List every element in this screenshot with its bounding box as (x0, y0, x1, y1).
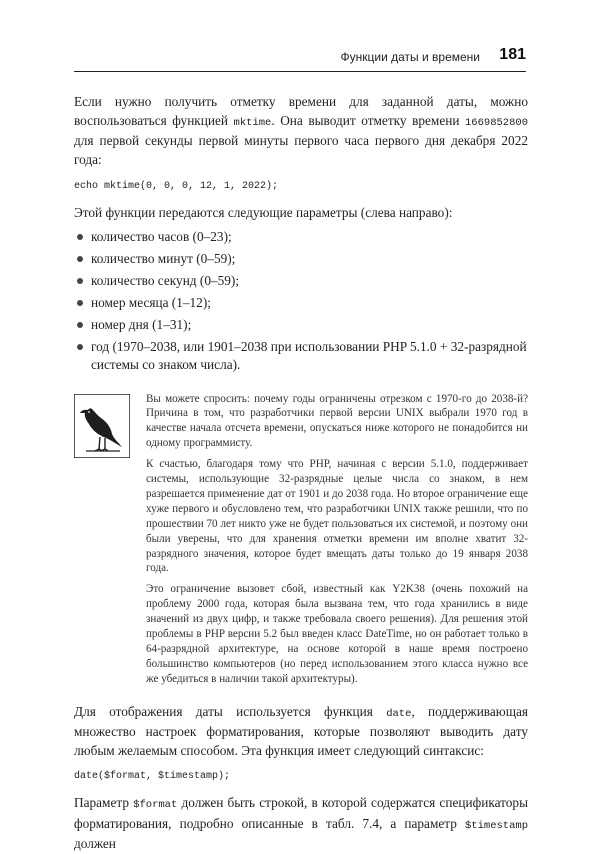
list-item: номер месяца (1–12); (74, 294, 528, 312)
bullet-icon (77, 234, 83, 240)
running-header (74, 44, 526, 72)
params-list (74, 228, 528, 374)
inline-code-timestamp: 1669852800 (464, 116, 528, 129)
code-block-date: date($format, $timestamp); (74, 771, 231, 783)
code-block-mktime: echo mktime(0, 0, 0, 12, 1, 2022); (74, 181, 279, 192)
header-rule (74, 71, 526, 72)
inline-code-timestamp-param: $timestamp (464, 819, 528, 832)
list-item: год (1970–2038, или 1901–2038 при использовании PHP 5.1.0 + 32-разрядной системы со знаком числа). (74, 338, 528, 374)
note-body (146, 392, 528, 687)
bullet-icon (77, 256, 83, 262)
bullet-icon (77, 300, 83, 306)
list-item: количество часов (0–23); (74, 228, 528, 246)
note-paragraph: К счастью, благодаря тому что PHP, начиная с версии 5.1.0, поддерживает системы, использующие 32-разрядные целые числа со знаком, в нем разрешается применение дат от 1901 и до 2038 года. Но второе ограничение еще хуже первого и обусловлено тем, что разработчики UNIX также решили, что по прошествии 70 лет никто уже не будет пользоваться их системой, и поэтому они были уверены, что для хранения отметки времени им вполне хватит 32-разрядного значения, которое будет вмещать даты только до 19 января 2038 года. (146, 458, 528, 575)
intro-paragraph: Если нужно получить отметку времени для заданной даты, можно воспользоваться функцией mktime. Она выводит отметку времени 1669852800 для первой секунды первой минуты первого часа первого дня декабря 2022 года: (74, 94, 528, 167)
params-intro: Этой функции передаются следующие параметры (слева направо): (74, 205, 453, 220)
chapter-title: Функции даты и времени (340, 50, 480, 64)
note-box (74, 392, 528, 687)
final-paragraph: Параметр $format должен быть строкой, в которой содержатся спецификаторы форматирования, подробно описанные в табл. 7.4, а параметр $timestamp должен (74, 795, 528, 852)
bullet-icon (77, 344, 83, 350)
inline-code-date: date (386, 707, 412, 720)
list-item: количество секунд (0–59); (74, 272, 528, 290)
list-item: номер дня (1–31); (74, 316, 528, 334)
bullet-icon (77, 278, 83, 284)
page-content (74, 93, 528, 854)
inline-code-mktime: mktime (233, 116, 272, 129)
page-number: 181 (499, 46, 526, 63)
inline-code-format: $format (133, 799, 178, 812)
note-paragraph: Вы можете спросить: почему годы ограничены отрезком с 1970-го до 2038-й? Причина в том, что разработчики первой версии UNIX выбрали 1970 год в качестве начала отсчета времени, опускаться ниже которого не понадобится ни одному программисту. (146, 392, 528, 450)
crow-icon (74, 394, 130, 458)
bullet-icon (77, 322, 83, 328)
date-intro-paragraph: Для отображения даты используется функция date, поддерживающая множество настроек форматирования, которые позволяют выводить дату любым желаемым способом. Эта функция имеет следующий синтаксис: (74, 703, 528, 758)
list-item: количество минут (0–59); (74, 250, 528, 268)
note-paragraph: Это ограничение вызовет сбой, известный как Y2K38 (очень похожий на проблему 2000 года, которая была вызвана тем, что года хранились в виде значений из двух цифр, и также требовала своего решения). Для решения этой проблемы в PHP версии 5.2 был введен класс DateTime, но он работает только в 64-разрядной архитектуре, на основе которой в наше время построено большинство компьютеров (но перед использованием этого класса нужно все же убедиться в наличии такой архитектуры). (146, 583, 528, 685)
